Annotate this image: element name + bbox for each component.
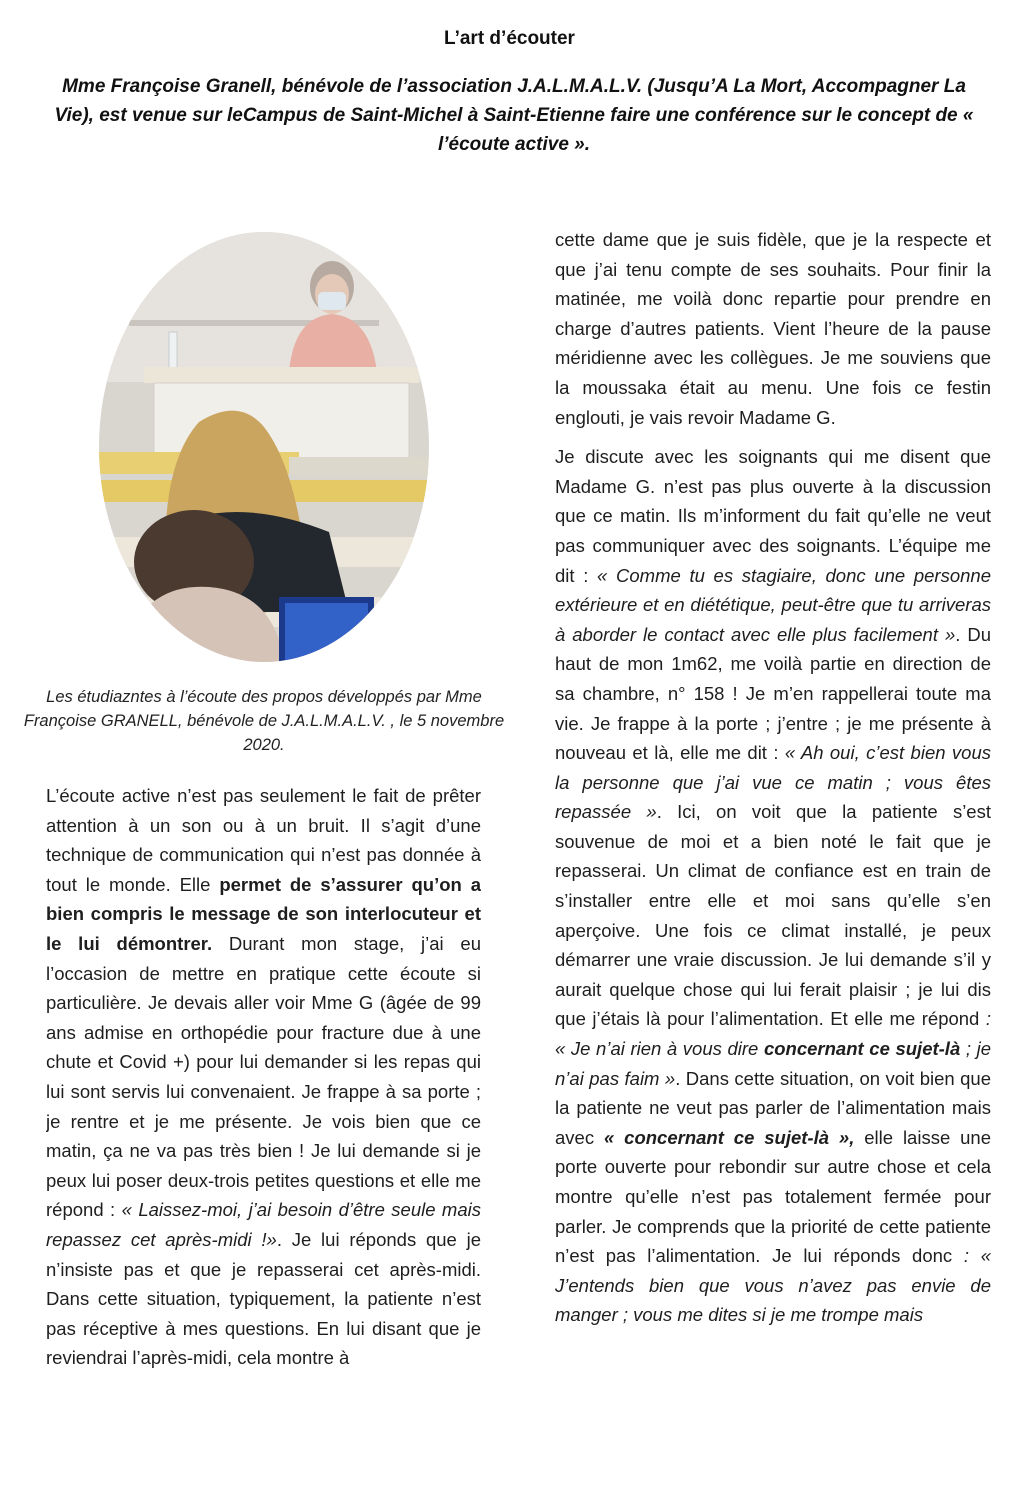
quote: : « J’entends bien que vous n’avez pas envie de manger ; vous me dites si je me trompe mais [555, 1245, 991, 1326]
conference-photo [99, 232, 429, 662]
quote: « Comme tu es stagiaire, donc une personne extérieure et en diététique, peut-être que tu arriveras à aborder le contact avec elle plus facilement » [555, 564, 991, 645]
quote: ; je n’ai pas faim » [555, 1038, 991, 1089]
bold-quote: « concernant ce sujet-là », [603, 1126, 855, 1148]
body-paragraph: cette dame que je suis fidèle, que je la respecte et que j’ai tenu compte de ses souhaits. Pour finir la matinée, me voilà donc repartie pour prendre en charge d’autres patients. Vient l’heure de la pause méridienne avec les collègues. Je me souviens que la moussaka était au menu. Une fois ce festin englouti, je vais revoir Madame G. [555, 229, 991, 428]
quote: « Laissez-moi, j’ai besoin d’être seule mais repassez cet après-midi !» [46, 1199, 481, 1250]
quote: « Ah oui, c’est bien vous la personne que j’ai vue ce matin ; vous êtes repassée » [555, 742, 991, 823]
bold-emphasis: permet de s’assurer qu’on a bien compris le message de son interlocuteur et le lui démontrer. [46, 873, 481, 954]
article-lead: Mme Françoise Granell, bénévole de l’association J.A.L.M.A.L.V. (Jusqu’A La Mort, Accompagner La Vie), est venue sur leCampus de Saint-Michel à Saint-Etienne faire une conférence sur le concept de « l’écoute active ». [54, 76, 974, 155]
photo-caption: Les étudiazntes à l’écoute des propos développés par Mme Françoise GRANELL, bénévole de J.A.L.M.A.L.V. , le 5 novembre 2020. [23, 688, 505, 754]
left-column [46, 781, 481, 1481]
right-column [555, 225, 991, 1490]
body-paragraph: L’écoute active n’est pas seulement le fait de prêter attention à un son ou à un bruit. Il s’agit d’une technique de communication qui n’est pas donnée à tout le monde. Elle permet de s’assurer qu’on a bien compris le message de son interlocuteur et le lui démontrer. Durant mon stage, j’ai eu l’occasion de mettre en pratique cette écoute si particulière. Je devais aller voir Mme G (âgée de 99 ans admise en orthopédie pour fracture due à une chute et Covid +) pour lui demander si les repas qui lui sont servis lui convenaient. Je frappe à sa porte ; je rentre et je me présente. Je vois bien que ce matin, ça ne va pas très bien ! Je lui demande si je peux lui poser deux-trois petites questions et elle me répond : « Laissez-moi, j’ai besoin d’être seule mais repassez cet après-midi !». Je lui réponds que je n’insiste pas et que je repasserai cet après-midi. Dans cette situation, typiquement, la patiente n’est pas réceptive à mes questions. En lui disant que je reviendrai l’après-midi, cela montre à [46, 785, 481, 1369]
body-paragraph: Je discute avec les soignants qui me disent que Madame G. n’est pas plus ouverte à la discussion que ce matin. Ils m’informent du fait qu’elle ne veut pas communiquer avec des soignants. L’équipe me dit : « Comme tu es stagiaire, donc une personne extérieure et en diététique, peut-être que tu arriveras à aborder le contact avec elle plus facilement ». Du haut de mon 1m62, me voilà partie en direction de sa chambre, n° 158 ! Je m’en rappellerai toute ma vie. Je frappe à la porte ; j’entre ; je me présente à nouveau et là, elle me dit : « Ah oui, c’est bien vous la personne que j’ai vue ce matin ; vous êtes repassée ». Ici, on voit que la patiente s’est souvenue de moi et a bien noté le fait que je repasserai. Un climat de confiance est en train de s’installer entre elle et moi sans qu’elle s’en aperçoive. Une fois ce climat installé, je peux démarrer une vraie discussion. Je lui demande s’il y aurait quelque chose qui lui ferait plaisir ; je lui dis que j’étais là pour l’alimentation. Et elle me répond : « Je n’ai rien à vous dire concernant ce sujet-là ; je n’ai pas faim ». Dans cette situation, on voit bien que la patiente ne veut pas parler de l’alimentation mais avec « concernant ce sujet-là », elle laisse une porte ouverte pour rebondir sur autre chose et cela montre qu’elle n’est pas totalement fermée pour parler. Je comprends que la priorité de cette patiente n’est pas l’alimentation. Je lui réponds donc : « J’entends bien que vous n’avez pas envie de manger ; vous me dites si je me trompe mais [555, 446, 991, 1326]
article-title: L’art d’écouter [444, 28, 575, 49]
quote: : « Je n’ai rien à vous dire [555, 1008, 991, 1060]
bold-quote: concernant ce sujet-là [763, 1038, 961, 1060]
